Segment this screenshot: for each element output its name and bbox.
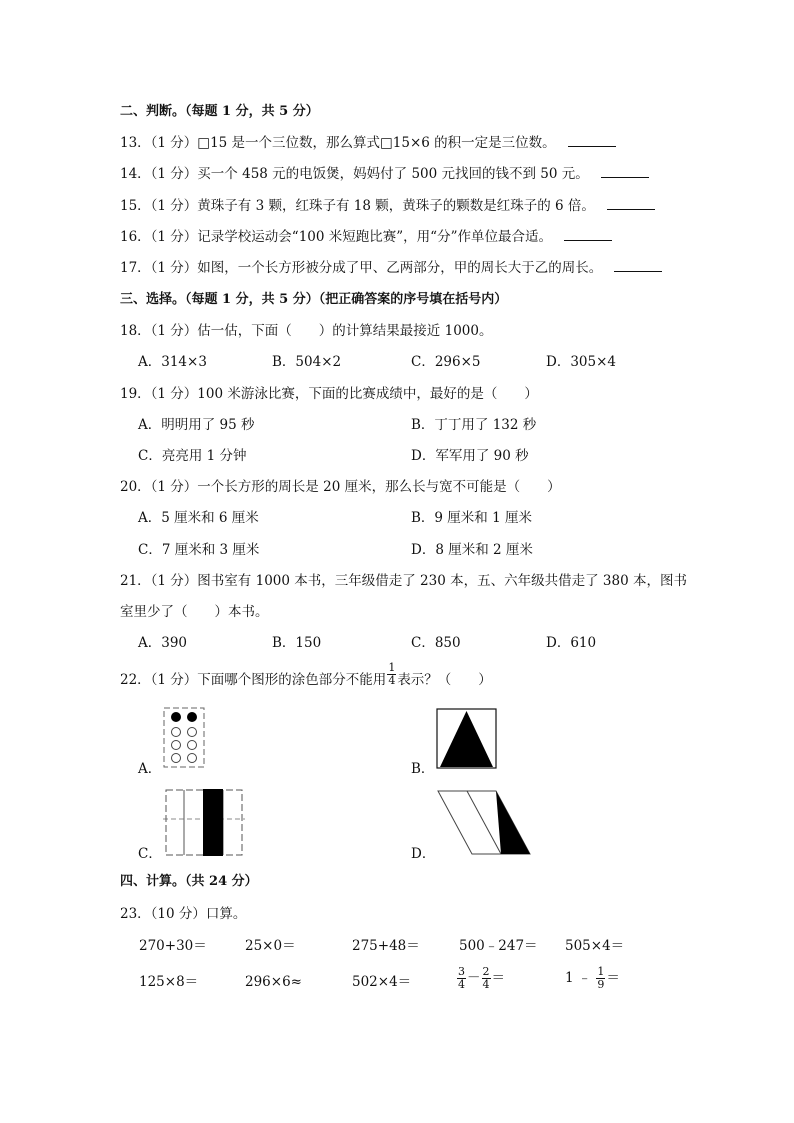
q19-option-d[interactable]: D．军军用了 90 秒 — [411, 448, 529, 464]
question-17 — [120, 259, 662, 277]
fraction-denominator: 9 — [597, 978, 605, 991]
fraction-denominator: 4 — [388, 674, 396, 687]
q22-option-c-label[interactable]: C． — [138, 846, 162, 862]
answer-blank[interactable] — [614, 259, 662, 272]
question-14 — [120, 165, 649, 183]
question-13-text: 13．（1 分）□15 是一个三位数，那么算式□15×6 的积一定是三位数。 — [120, 135, 556, 151]
q19-option-a[interactable]: A．明明用了 95 秒 — [138, 417, 255, 433]
answer-blank[interactable] — [568, 134, 616, 147]
question-13 — [120, 134, 616, 152]
fraction-one-quarter — [387, 662, 396, 687]
fraction — [457, 966, 466, 991]
answer-blank[interactable] — [564, 228, 612, 241]
fraction — [596, 966, 605, 991]
fraction — [482, 966, 491, 991]
question-16 — [120, 228, 612, 246]
divider-line — [467, 791, 501, 854]
strip-rectangle-figure[interactable] — [163, 788, 245, 858]
q20-option-d[interactable]: D．8 厘米和 2 厘米 — [411, 542, 533, 558]
empty-dot — [188, 741, 197, 750]
q21-option-b[interactable]: B．150 — [272, 635, 322, 651]
calc-item: 500﹣247＝ — [459, 938, 538, 954]
question-14-text: 14．（1 分）买一个 458 元的电饭煲，妈妈付了 500 元找回的钱不到 50 元。 — [120, 166, 589, 182]
dot-grid-figure[interactable] — [163, 707, 207, 769]
q19-option-c[interactable]: C．亮亮用 1 分钟 — [138, 448, 247, 464]
question-17-text: 17．（1 分）如图，一个长方形被分成了甲、乙两部分，甲的周长大于乙的周长。 — [120, 260, 603, 276]
question-23-stem: 23．（10 分）口算。 — [120, 906, 247, 922]
q18-option-b[interactable]: B．504×2 — [272, 354, 342, 370]
question-16-text: 16．（1 分）记录学校运动会“100 米短跑比赛”，用“分”作单位最合适。 — [120, 229, 552, 245]
calc-item: 270+30＝ — [139, 938, 207, 954]
q21-option-c[interactable]: C．850 — [411, 635, 461, 651]
empty-dot — [172, 728, 181, 737]
empty-dot — [172, 754, 181, 763]
fraction-numerator: 3 — [458, 965, 465, 978]
q20-option-a[interactable]: A．5 厘米和 6 厘米 — [138, 510, 259, 526]
answer-blank[interactable] — [601, 165, 649, 178]
section-2-title: 二、判断。（每题 1 分，共 5 分） — [120, 104, 319, 119]
section-4-title: 四、计算。（共 24 分） — [120, 874, 258, 889]
q22-stem-before: 22．（1 分）下面哪个图形的涂色部分不能用 — [120, 672, 387, 688]
question-19-stem: 19．（1 分）100 米游泳比赛，下面的比赛成绩中，最好的是（ ） — [120, 386, 538, 402]
q18-option-d[interactable]: D．305×4 — [546, 354, 616, 370]
equals-sign: ＝ — [606, 970, 620, 986]
calc-item: 125×8＝ — [139, 974, 199, 990]
calc-item: 275+48＝ — [352, 938, 420, 954]
calc-item-fraction-subtraction — [456, 966, 505, 991]
q22-option-a-label[interactable]: A． — [138, 761, 162, 777]
calc-item: 502×4＝ — [352, 974, 412, 990]
square-triangle-figure[interactable] — [436, 708, 498, 770]
calc-item: 25×0＝ — [245, 938, 296, 954]
parallelogram-figure[interactable] — [436, 788, 534, 858]
empty-dot — [188, 754, 197, 763]
calc-item-one-minus-fraction — [565, 966, 620, 991]
fraction-denominator: 4 — [482, 978, 490, 991]
q18-option-c[interactable]: C．296×5 — [411, 354, 481, 370]
question-21-stem-line1: 21．（1 分）图书室有 1000 本书，三年级借走了 230 本，五、六年级共借走了 380 本，图书 — [120, 573, 687, 589]
question-22-stem — [120, 661, 492, 693]
fraction-numerator: 2 — [482, 965, 490, 978]
section-3-title: 三、选择。（每题 1 分，共 5 分）（把正确答案的序号填在括号内） — [120, 292, 508, 307]
question-15 — [120, 197, 655, 215]
shaded-strip — [203, 789, 223, 856]
minus-sign: － — [467, 970, 481, 986]
empty-dot — [172, 741, 181, 750]
equals-sign: ＝ — [491, 970, 505, 986]
q22-stem-after: 表示？（ ） — [397, 672, 492, 688]
fraction-denominator: 4 — [458, 978, 465, 991]
dot-grid-frame — [164, 708, 204, 767]
fraction-numerator: 1 — [388, 661, 396, 674]
empty-dot — [188, 728, 197, 737]
q22-option-b-label[interactable]: B． — [411, 761, 435, 777]
q21-option-d[interactable]: D．610 — [546, 635, 597, 651]
shaded-dot — [187, 712, 197, 722]
q18-option-a[interactable]: A．314×3 — [138, 354, 207, 370]
q20-option-b[interactable]: B．9 厘米和 1 厘米 — [411, 510, 532, 526]
calc-item: 505×4＝ — [565, 938, 625, 954]
q21-option-a[interactable]: A．390 — [138, 635, 188, 651]
shaded-dot — [171, 712, 181, 722]
question-20-stem: 20．（1 分）一个长方形的周长是 20 厘米，那么长与宽不可能是（ ） — [120, 479, 561, 495]
question-18-stem: 18．（1 分）估一估，下面（ ）的计算结果最接近 1000。 — [120, 323, 493, 339]
q22-option-d-label[interactable]: D． — [411, 846, 436, 862]
fraction-numerator: 1 — [597, 965, 605, 978]
q19-option-b[interactable]: B．丁丁用了 132 秒 — [411, 417, 537, 433]
question-21-stem-line2: 室里少了（ ）本书。 — [120, 604, 269, 620]
q20-option-c[interactable]: C．7 厘米和 3 厘米 — [138, 542, 260, 558]
one-minus-text: 1 ﹣ — [565, 970, 592, 986]
calc-item: 296×6≈ — [245, 974, 302, 990]
question-15-text: 15．（1 分）黄珠子有 3 颗，红珠子有 18 颗，黄珠子的颗数是红珠子的 6 倍。 — [120, 198, 595, 214]
answer-blank[interactable] — [607, 197, 655, 210]
